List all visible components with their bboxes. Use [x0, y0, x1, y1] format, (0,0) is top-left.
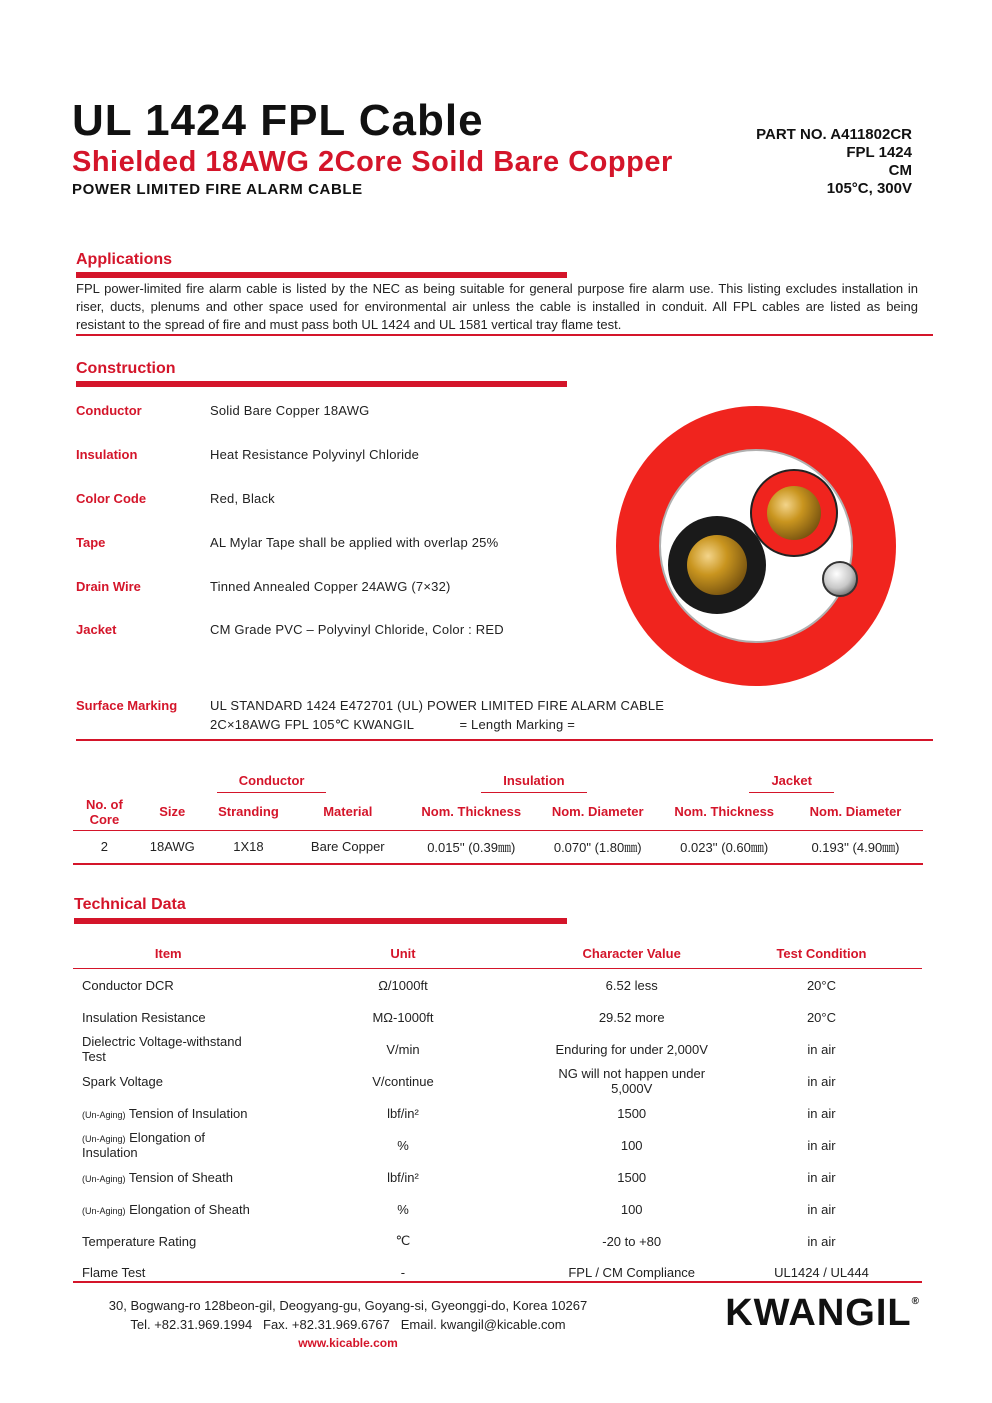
construction-label-insulation: Insulation — [76, 447, 138, 462]
tech-condition: in air — [807, 1137, 836, 1153]
drain-wire-shape — [823, 562, 857, 596]
col-jkt-thickness: Nom. Thickness — [674, 804, 775, 820]
applications-bar — [76, 272, 567, 278]
part-rating: CM — [888, 162, 912, 179]
logo-registered-mark: ® — [911, 1296, 920, 1307]
col-no-of-core: No. of Core — [85, 796, 123, 827]
tech-value: 100 — [620, 1201, 643, 1217]
tech-value: 1500 — [617, 1169, 647, 1185]
table-row — [73, 969, 922, 1002]
construction-label-jacket: Jacket — [76, 622, 117, 637]
tech-value: 1500 — [617, 1105, 647, 1121]
tech-item — [73, 1257, 263, 1282]
tech-item — [73, 1065, 263, 1097]
footer-phone-email: Tel. +82.31.969.1994 Fax. +82.31.969.6767 Email. kwangil@kicable.com — [130, 1317, 566, 1332]
construction-value-drain-wire: Tinned Annealed Copper 24AWG (7×32) — [210, 579, 451, 594]
cell-stranding: 1X18 — [233, 839, 264, 855]
tech-item — [73, 1193, 263, 1225]
tech-item-label: Temperature Rating — [82, 1233, 197, 1249]
tech-condition: in air — [807, 1041, 836, 1057]
tech-item-label: Elongation of Sheath — [129, 1201, 250, 1217]
applications-text: FPL power-limited fire alarm cable is listed by the NEC as being suitable for general purpose fire alarm use. This listing excludes installation in riser, ducts, plenums and other space used for environmental air unless the cable is installed in conduit. All FPL cables are listed as being resistant to the spread of fire and must pass both UL 1424 and UL 1581 vertical tray flame test. — [76, 281, 918, 332]
tech-condition: UL1424 / UL444 — [774, 1265, 869, 1280]
cell-size: 18AWG — [149, 839, 195, 855]
group-conductor-label: Conductor — [217, 773, 327, 793]
cell-no-of-core: 2 — [100, 839, 108, 855]
footer-website[interactable]: www.kicable.com — [298, 1336, 398, 1350]
tech-item-label: Elongation of Insulation — [82, 1130, 206, 1160]
surface-marking-line1: UL STANDARD 1424 E472701 (UL) POWER LIMITED FIRE ALARM CABLE — [210, 698, 665, 713]
col-material: Material — [323, 804, 373, 820]
tech-condition: 20°C — [806, 1009, 836, 1025]
group-jacket-label: Jacket — [749, 773, 833, 793]
tech-value: NG will not happen under 5,000V — [558, 1066, 706, 1096]
col-jkt-diameter: Nom. Diameter — [809, 804, 902, 820]
table-row — [73, 1193, 922, 1225]
construction-value-jacket: CM Grade PVC – Polyvinyl Chloride, Color : RED — [210, 622, 504, 637]
part-number: PART NO. A411802CR — [756, 126, 912, 143]
tech-unit: V/continue — [372, 1073, 434, 1089]
page-title: UL 1424 FPL Cable — [72, 96, 484, 145]
table-row — [73, 1001, 922, 1033]
construction-label-color-code: Color Code — [76, 491, 147, 506]
construction-bar — [76, 381, 567, 387]
cable-cross-section-icon — [612, 402, 900, 690]
cell-material: Bare Copper — [310, 839, 385, 855]
page-subsubtitle: POWER LIMITED FIRE ALARM CABLE — [72, 181, 363, 198]
tech-condition: 20°C — [806, 977, 836, 993]
tech-unit: Ω/1000ft — [378, 977, 428, 993]
table-row — [73, 1257, 922, 1282]
table-row — [73, 1161, 922, 1193]
part-standard: FPL 1424 — [846, 144, 912, 161]
tech-unit: - — [400, 1265, 406, 1280]
tech-unit: MΩ-1000ft — [372, 1009, 434, 1025]
table-row — [73, 830, 923, 864]
tech-condition: in air — [807, 1201, 836, 1217]
table-row — [73, 1129, 922, 1161]
logo-text: KWANGIL — [725, 1292, 912, 1334]
table-row — [73, 1097, 922, 1129]
col-ins-diameter: Nom. Diameter — [551, 804, 644, 820]
tech-item-prefix: (Un-Aging) — [82, 1134, 126, 1144]
construction-label-conductor: Conductor — [76, 403, 142, 418]
technical-bar — [74, 918, 567, 924]
page-subtitle: Shielded 18AWG 2Core Soild Bare Copper — [72, 146, 673, 178]
tech-item-prefix: (Un-Aging) — [82, 1109, 126, 1120]
construction-value-color-code: Red, Black — [210, 491, 275, 506]
tech-item-label: Flame Test — [82, 1265, 146, 1280]
table-row — [73, 1225, 922, 1257]
tech-item — [73, 1001, 263, 1033]
tech-item-label: Dielectric Voltage-withstand Test — [82, 1034, 242, 1064]
cell-ins-diameter: 0.070" (1.80㎜) — [553, 840, 642, 856]
black-core-copper-shape — [687, 535, 747, 595]
tech-item — [73, 1097, 263, 1129]
tech-condition: in air — [807, 1105, 836, 1121]
tech-value: Enduring for under 2,000V — [555, 1041, 708, 1057]
tech-unit: ℃ — [395, 1233, 411, 1248]
tech-item-prefix: (Un-Aging) — [82, 1173, 126, 1184]
tech-value: -20 to +80 — [602, 1233, 662, 1249]
applications-divider — [76, 334, 933, 336]
group-insulation-header — [407, 772, 660, 794]
tech-value: 29.52 more — [598, 1009, 665, 1025]
surface-marking-line2: 2C×18AWG FPL 105℃ KWANGIL = Length Marking = — [210, 717, 576, 732]
tech-col-condition: Test Condition — [776, 945, 867, 961]
dimensions-table — [73, 772, 923, 865]
tech-item — [73, 1225, 263, 1257]
tech-item — [73, 1033, 263, 1065]
tech-col-unit: Unit — [390, 945, 416, 961]
col-size: Size — [159, 804, 186, 820]
applications-title: Applications — [76, 251, 173, 268]
tech-unit: % — [397, 1137, 409, 1153]
construction-label-tape: Tape — [76, 535, 106, 550]
surface-marking-label: Surface Marking — [76, 698, 178, 713]
tech-condition: in air — [807, 1073, 836, 1089]
construction-value-tape: AL Mylar Tape shall be applied with overlap 25% — [210, 535, 499, 550]
technical-table — [73, 938, 922, 1283]
tech-item-label: Conductor DCR — [82, 977, 174, 993]
footer-contact — [90, 1296, 606, 1353]
col-stranding: Stranding — [218, 804, 279, 820]
construction-divider — [76, 739, 933, 741]
tech-condition: in air — [807, 1233, 836, 1249]
tech-item-label: Insulation Resistance — [82, 1009, 206, 1025]
tech-condition: in air — [807, 1169, 836, 1185]
tech-unit: lbf/in² — [387, 1105, 419, 1121]
tech-value: FPL / CM Compliance — [568, 1265, 696, 1280]
footer-address: 30, Bogwang-ro 128beon-gil, Deogyang-gu, Goyang-si, Gyeonggi-do, Korea 10267 — [108, 1298, 588, 1313]
tech-value: 6.52 less — [605, 977, 658, 993]
part-temp-voltage: 105°C, 300V — [826, 180, 912, 197]
part-info — [756, 126, 912, 198]
construction-value-conductor: Solid Bare Copper 18AWG — [210, 403, 370, 418]
group-jacket-header — [660, 772, 923, 794]
col-ins-thickness: Nom. Thickness — [421, 804, 522, 820]
tech-unit: lbf/in² — [387, 1169, 419, 1185]
cell-jkt-thickness: 0.023'' (0.60㎜) — [680, 840, 769, 856]
group-conductor-header — [136, 772, 408, 794]
tech-col-item: Item — [154, 945, 182, 961]
tech-item — [73, 1161, 263, 1193]
tech-item — [73, 1129, 263, 1161]
tech-item — [73, 969, 263, 1002]
technical-title: Technical Data — [74, 896, 186, 913]
construction-title: Construction — [76, 360, 176, 377]
tech-item-label: Spark Voltage — [82, 1073, 163, 1089]
red-core-copper-shape — [767, 486, 821, 540]
construction-value-insulation: Heat Resistance Polyvinyl Chloride — [210, 447, 420, 462]
tech-item-prefix: (Un-Aging) — [82, 1205, 126, 1216]
cell-jkt-diameter: 0.193'' (4.90㎜) — [811, 840, 900, 856]
table-row — [73, 1065, 922, 1097]
tech-value: 100 — [620, 1137, 643, 1153]
table-row — [73, 1033, 922, 1065]
tech-item-label: Tension of Sheath — [128, 1169, 233, 1185]
company-logo — [725, 1292, 920, 1335]
group-insulation-label: Insulation — [481, 773, 586, 793]
tech-unit: V/min — [386, 1041, 420, 1057]
construction-label-drain-wire: Drain Wire — [76, 579, 141, 594]
tech-col-value: Character Value — [582, 945, 681, 961]
tech-unit: % — [397, 1201, 409, 1217]
cell-ins-thickness: 0.015'' (0.39㎜) — [427, 840, 516, 856]
tech-item-label: Tension of Insulation — [128, 1105, 248, 1121]
